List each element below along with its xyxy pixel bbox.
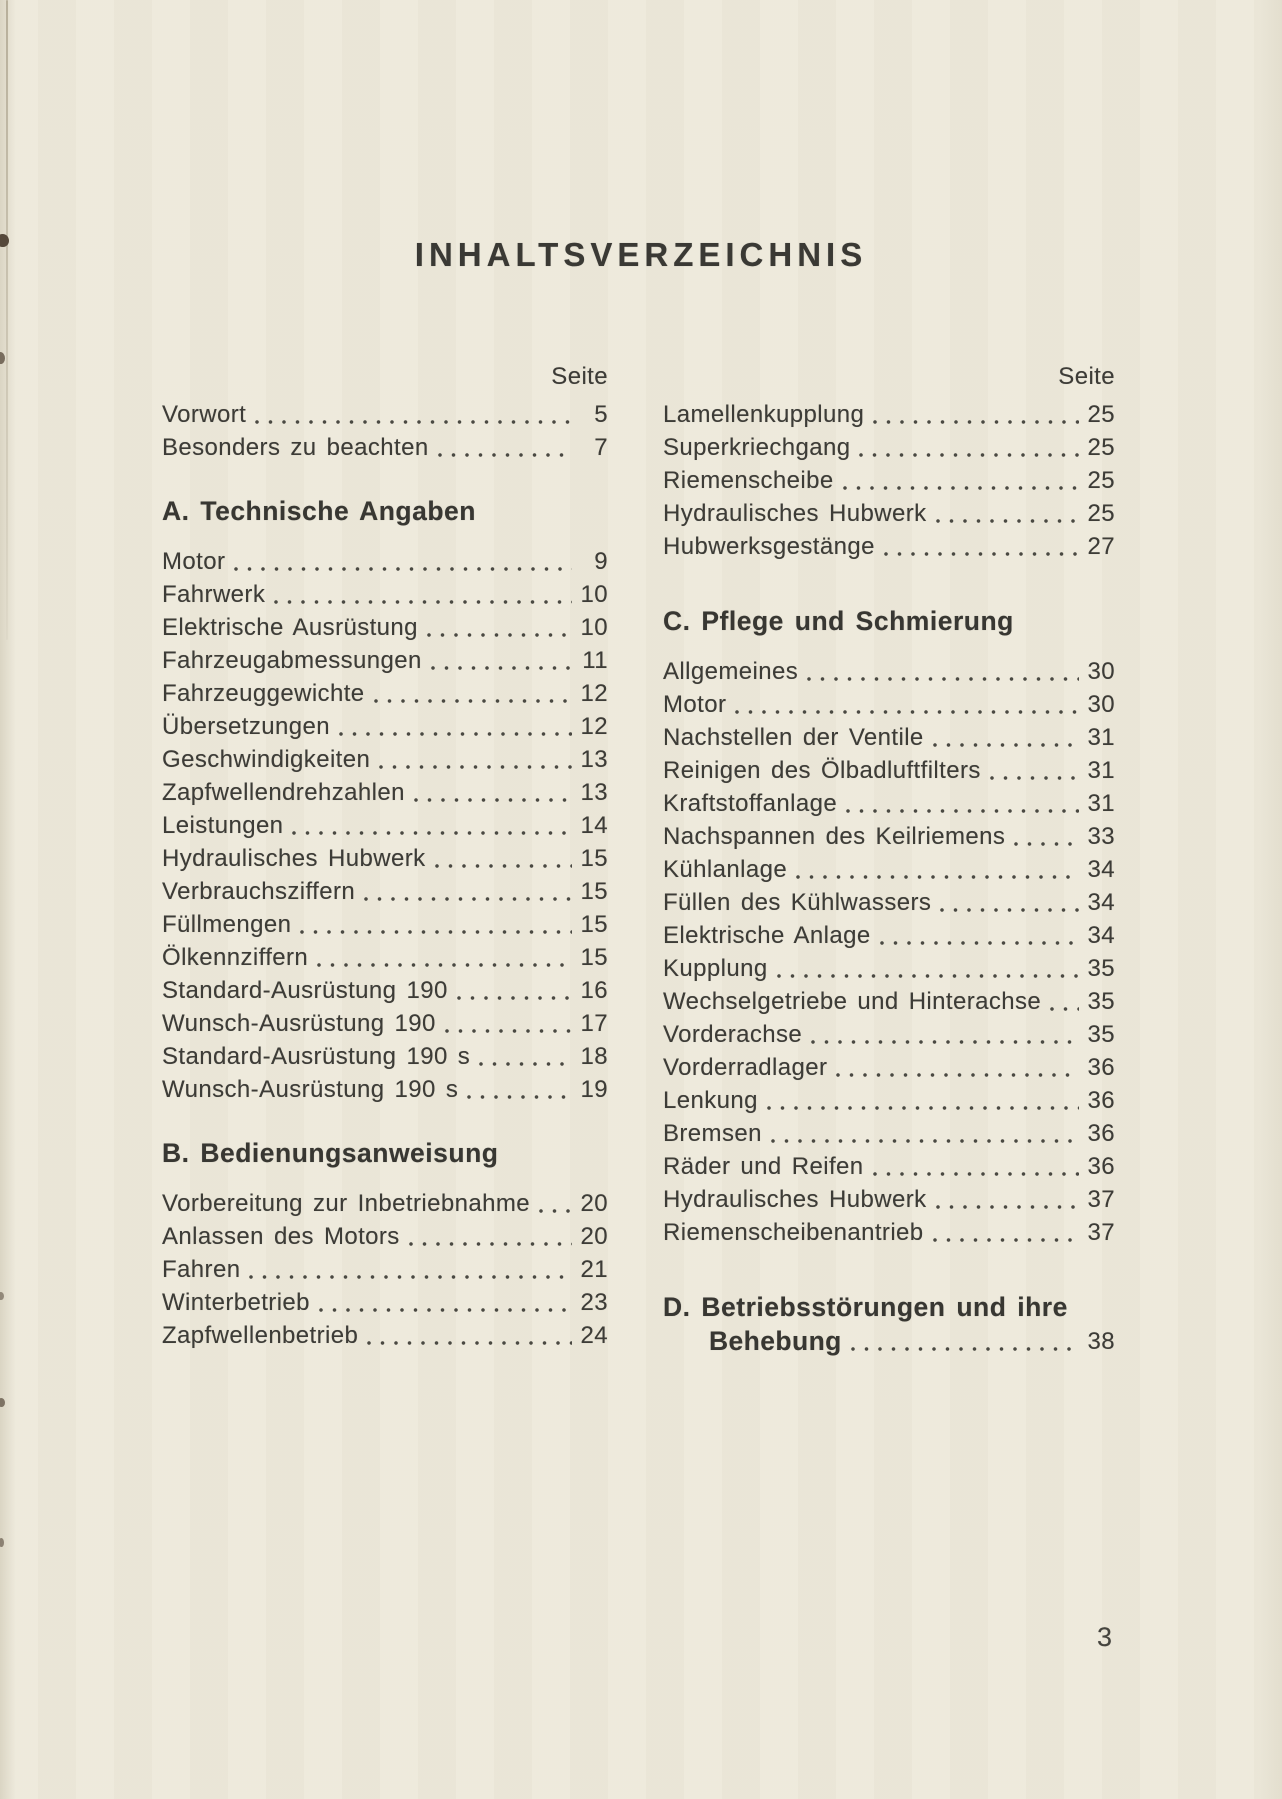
- column-page-header: Seite: [551, 363, 608, 390]
- toc-entry-label: Fahrwerk: [162, 581, 266, 608]
- toc-entry-label: Besonders zu beachten: [162, 434, 429, 461]
- toc-entry-label: Nachstellen der Ventile: [663, 724, 924, 751]
- toc-entry-page: 36: [1087, 1054, 1115, 1081]
- toc-entry-label: Standard-Ausrüstung 190: [162, 977, 448, 1004]
- toc-entry: [663, 464, 1115, 497]
- toc-entry-label: Nachspannen des Keilriemens: [663, 823, 1006, 850]
- toc-leader-dots: [807, 1018, 1079, 1051]
- toc-leader-dots: [423, 611, 572, 644]
- toc-entry-page: 24: [580, 1322, 608, 1349]
- section-heading-line: D. Betriebsstörungen und ihre: [663, 1292, 1068, 1322]
- toc-entry: [663, 530, 1115, 563]
- toc-leader-dots: [431, 842, 573, 875]
- toc-entry-label: Leistungen: [162, 812, 284, 839]
- toc-entry-label: Füllen des Kühlwassers: [663, 889, 932, 916]
- toc-entry-label: Verbrauchsziffern: [162, 878, 356, 905]
- toc-leader-dots: [763, 1084, 1079, 1117]
- section-heading-with-page: [663, 1289, 1115, 1358]
- toc-leader-dots: [1010, 820, 1079, 853]
- toc-entry: [162, 776, 608, 809]
- toc-entry: [162, 545, 608, 578]
- page-number: 3: [1096, 1622, 1112, 1652]
- toc-entry-page: 15: [580, 911, 608, 938]
- toc-entry-label: Winterbetrieb: [162, 1289, 310, 1316]
- toc-entry: [162, 1040, 608, 1073]
- toc-entry-page: 36: [1087, 1153, 1115, 1180]
- toc-entry-page: 31: [1087, 790, 1115, 817]
- toc-entry-page: 20: [580, 1223, 608, 1250]
- toc-entry-page: 30: [1087, 658, 1115, 685]
- toc-entry: [663, 1117, 1115, 1150]
- toc-entry-label: Elektrische Anlage: [663, 922, 871, 949]
- toc-leader-dots: [855, 431, 1079, 464]
- toc-entry-page: 17: [580, 1010, 608, 1037]
- toc-entry-label: Vorderradlager: [663, 1054, 828, 1081]
- toc-leader-dots: [360, 875, 572, 908]
- toc-entry-label: Standard-Ausrüstung 190 s: [162, 1043, 471, 1070]
- toc-entry: [663, 985, 1115, 1018]
- toc-entry-page: 18: [580, 1043, 608, 1070]
- toc-entry-label: Räder und Reifen: [663, 1153, 864, 1180]
- toc-entry-page: 37: [1087, 1186, 1115, 1213]
- toc-entry-page: 14: [580, 812, 608, 839]
- toc-leader-dots: [363, 1319, 572, 1352]
- toc-entry: [162, 398, 608, 431]
- toc-entry-page: 37: [1087, 1219, 1115, 1246]
- toc-entry-page: 5: [594, 401, 608, 428]
- toc-entry: [162, 644, 608, 677]
- toc-entry-page: 35: [1087, 955, 1115, 982]
- toc-entry: [162, 1286, 608, 1319]
- toc-entry: [663, 754, 1115, 787]
- toc-entry-label: Vorbereitung zur Inbetriebnahme: [162, 1190, 530, 1217]
- toc-leader-dots: [535, 1187, 572, 1220]
- toc-entry: [663, 688, 1115, 721]
- toc-entry: [162, 743, 608, 776]
- toc-leader-dots: [313, 941, 572, 974]
- toc-entry-page: 13: [580, 779, 608, 806]
- toc-leader-dots: [410, 776, 572, 809]
- toc-entry-page: 9: [594, 548, 608, 575]
- toc-entry: [663, 431, 1115, 464]
- toc-entry-page: 27: [1087, 533, 1115, 560]
- toc-leader-dots: [251, 398, 572, 431]
- toc-entry-label: Vorwort: [162, 401, 247, 428]
- toc-leader-dots: [315, 1286, 572, 1319]
- toc-entry-label: Wechselgetriebe und Hinterachse: [663, 988, 1042, 1015]
- toc-entry-page: 36: [1087, 1087, 1115, 1114]
- toc-entry-label: Anlassen des Motors: [162, 1223, 400, 1250]
- toc-leader-dots: [929, 721, 1079, 754]
- toc-leader-dots: [936, 886, 1079, 919]
- toc-column-right: [663, 360, 1115, 1358]
- toc-entry: [663, 721, 1115, 754]
- toc-entry: [162, 578, 608, 611]
- toc-entry: [663, 497, 1115, 530]
- toc-entry-label: Motor: [162, 548, 226, 575]
- section-heading: C. Pflege und Schmierung: [663, 606, 1014, 636]
- toc-entry: [162, 611, 608, 644]
- toc-entry-label: Allgemeines: [663, 658, 799, 685]
- toc-entry: [162, 431, 608, 464]
- toc-entry: [663, 919, 1115, 952]
- scan-speck: [0, 1292, 4, 1300]
- toc-entry: [663, 655, 1115, 688]
- toc-leader-dots: [288, 809, 572, 842]
- scan-speck: [0, 1538, 4, 1547]
- toc-leader-dots: [441, 1007, 572, 1040]
- toc-entry-page: 16: [580, 977, 608, 1004]
- toc-entry-page: 10: [580, 614, 608, 641]
- toc-entry-page: 13: [580, 746, 608, 773]
- toc-entry-label: Geschwindigkeiten: [162, 746, 371, 773]
- toc-entry-page: 36: [1087, 1120, 1115, 1147]
- toc-entry: [162, 908, 608, 941]
- toc-leader-dots: [932, 497, 1080, 530]
- toc-entry: [663, 1150, 1115, 1183]
- scan-speck: [0, 1398, 5, 1407]
- toc-entry-label: Riemenscheibe: [663, 467, 834, 494]
- toc-entry-page: 21: [580, 1256, 608, 1283]
- toc-entry: [663, 952, 1115, 985]
- toc-entry-page: 15: [580, 944, 608, 971]
- toc-entry-page: 19: [580, 1076, 608, 1103]
- toc-entry-page: 38: [1087, 1328, 1115, 1355]
- toc-entry: [663, 1051, 1115, 1084]
- toc-entry-label: Füllmengen: [162, 911, 292, 938]
- toc-entry-label: Hydraulisches Hubwerk: [162, 845, 426, 872]
- toc-entry: [663, 1216, 1115, 1249]
- toc-entry: [663, 398, 1115, 431]
- toc-leader-dots: [773, 952, 1079, 985]
- toc-entry-page: 35: [1087, 988, 1115, 1015]
- toc-entry-label: Übersetzungen: [162, 713, 330, 740]
- toc-entry-label: Behebung: [709, 1326, 842, 1356]
- toc-entry: [162, 809, 608, 842]
- toc-entry: [162, 1073, 608, 1106]
- toc-entry-label: Hydraulisches Hubwerk: [663, 500, 927, 527]
- toc-entry-page: 20: [580, 1190, 608, 1217]
- toc-leader-dots: [475, 1040, 572, 1073]
- toc-leader-dots: [370, 677, 572, 710]
- scan-crease-artifact: [6, 0, 8, 640]
- toc-leader-dots: [463, 1073, 572, 1106]
- toc-leader-dots: [335, 710, 572, 743]
- toc-leader-dots: [986, 754, 1079, 787]
- toc-entry-label: Zapfwellenbetrieb: [162, 1322, 359, 1349]
- toc-leader-dots: [832, 1051, 1079, 1084]
- toc-entry: [162, 1220, 608, 1253]
- toc-entry-label: Elektrische Ausrüstung: [162, 614, 418, 641]
- toc-leader-dots: [296, 908, 572, 941]
- toc-entry-label: Kühlanlage: [663, 856, 788, 883]
- toc-entry-label: Bremsen: [663, 1120, 762, 1147]
- toc-entry-page: 11: [582, 647, 608, 674]
- toc-entry: [663, 886, 1115, 919]
- toc-entry: [663, 1018, 1115, 1051]
- toc-entry-page: 34: [1087, 922, 1115, 949]
- toc-entry-page: 30: [1087, 691, 1115, 718]
- toc-leader-dots: [453, 974, 572, 1007]
- toc-entry: [162, 710, 608, 743]
- toc-leader-dots: [929, 1216, 1079, 1249]
- toc-leader-dots: [230, 545, 572, 578]
- toc-entry: [162, 941, 608, 974]
- toc-leader-dots: [434, 431, 572, 464]
- toc-entry-page: 31: [1087, 757, 1115, 784]
- toc-leader-dots: [932, 1183, 1080, 1216]
- toc-leader-dots: [245, 1253, 572, 1286]
- toc-entry-page: 33: [1087, 823, 1115, 850]
- toc-entry-label: Wunsch-Ausrüstung 190: [162, 1010, 436, 1037]
- toc-entry-label: Reinigen des Ölbadluftfilters: [663, 757, 981, 784]
- toc-leader-dots: [869, 1150, 1079, 1183]
- toc-entry: [162, 1187, 608, 1220]
- toc-entry: [663, 853, 1115, 886]
- toc-leader-dots: [767, 1117, 1079, 1150]
- toc-entry-label: Hydraulisches Hubwerk: [663, 1186, 927, 1213]
- toc-entry-page: 15: [580, 845, 608, 872]
- toc-entry: [162, 677, 608, 710]
- toc-entry-page: 31: [1087, 724, 1115, 751]
- page-title: INHALTSVERZEICHNIS: [414, 236, 868, 273]
- toc-entry-label: Kupplung: [663, 955, 768, 982]
- toc-entry-label: Fahrzeugabmessungen: [162, 647, 422, 674]
- toc-entry-label: Lenkung: [663, 1087, 758, 1114]
- toc-leader-dots: [731, 688, 1079, 721]
- toc-entry-page: 7: [594, 434, 608, 461]
- column-page-header: Seite: [1058, 363, 1115, 390]
- toc-leader-dots: [842, 787, 1079, 820]
- toc-entry-page: 10: [580, 581, 608, 608]
- toc-leader-dots: [803, 655, 1079, 688]
- toc-entry-label: Riemenscheibenantrieb: [663, 1219, 924, 1246]
- toc-entry: [663, 1183, 1115, 1216]
- toc-entry-label: Motor: [663, 691, 727, 718]
- toc-entry-label: Lamellenkupplung: [663, 401, 865, 428]
- toc-entry-page: 23: [580, 1289, 608, 1316]
- toc-columns: [162, 360, 1115, 1358]
- toc-entry-label: Fahrzeuggewichte: [162, 680, 365, 707]
- toc-leader-dots: [270, 578, 572, 611]
- toc-entry-label: Superkriechgang: [663, 434, 851, 461]
- toc-entry-page: 34: [1087, 856, 1115, 883]
- toc-entry-label: Ölkennziffern: [162, 944, 309, 971]
- toc-entry: [162, 875, 608, 908]
- toc-entry: [162, 974, 608, 1007]
- toc-leader-dots: [847, 1325, 1079, 1358]
- section-heading: A. Technische Angaben: [162, 496, 476, 526]
- toc-entry: [162, 1319, 608, 1352]
- toc-entry-label: Wunsch-Ausrüstung 190 s: [162, 1076, 459, 1103]
- toc-entry-label: Hubwerksgestänge: [663, 533, 875, 560]
- toc-entry: [663, 787, 1115, 820]
- toc-entry-label: Fahren: [162, 1256, 241, 1283]
- toc-leader-dots: [792, 853, 1079, 886]
- toc-entry: [162, 1253, 608, 1286]
- toc-leader-dots: [869, 398, 1079, 431]
- toc-blocks-right: [663, 398, 1115, 1358]
- toc-leader-dots: [375, 743, 572, 776]
- toc-column-left: [162, 360, 608, 1352]
- toc-entry-page: 15: [580, 878, 608, 905]
- toc-leader-dots: [427, 644, 572, 677]
- toc-entry-page: 35: [1087, 1021, 1115, 1048]
- toc-entry: [663, 1084, 1115, 1117]
- section-heading: B. Bedienungsanweisung: [162, 1138, 499, 1168]
- toc-entry: [663, 1325, 1115, 1358]
- toc-blocks-left: [162, 398, 608, 1352]
- toc-entry-page: 34: [1087, 889, 1115, 916]
- toc-entry-label: Zapfwellendrehzahlen: [162, 779, 405, 806]
- toc-entry-page: 25: [1087, 434, 1115, 461]
- toc-entry: [162, 842, 608, 875]
- toc-entry: [162, 1007, 608, 1040]
- toc-entry-label: Kraftstoffanlage: [663, 790, 838, 817]
- scan-speck: [0, 352, 5, 364]
- toc-entry-page: 25: [1087, 500, 1115, 527]
- toc-entry: [663, 820, 1115, 853]
- toc-leader-dots: [405, 1220, 572, 1253]
- toc-entry-page: 25: [1087, 401, 1115, 428]
- toc-leader-dots: [880, 530, 1079, 563]
- toc-leader-dots: [876, 919, 1079, 952]
- toc-entry-page: 25: [1087, 467, 1115, 494]
- toc-entry-page: 12: [580, 680, 608, 707]
- toc-entry-label: Vorderachse: [663, 1021, 803, 1048]
- toc-leader-dots: [839, 464, 1079, 497]
- toc-leader-dots: [1046, 985, 1079, 1018]
- toc-entry-page: 12: [580, 713, 608, 740]
